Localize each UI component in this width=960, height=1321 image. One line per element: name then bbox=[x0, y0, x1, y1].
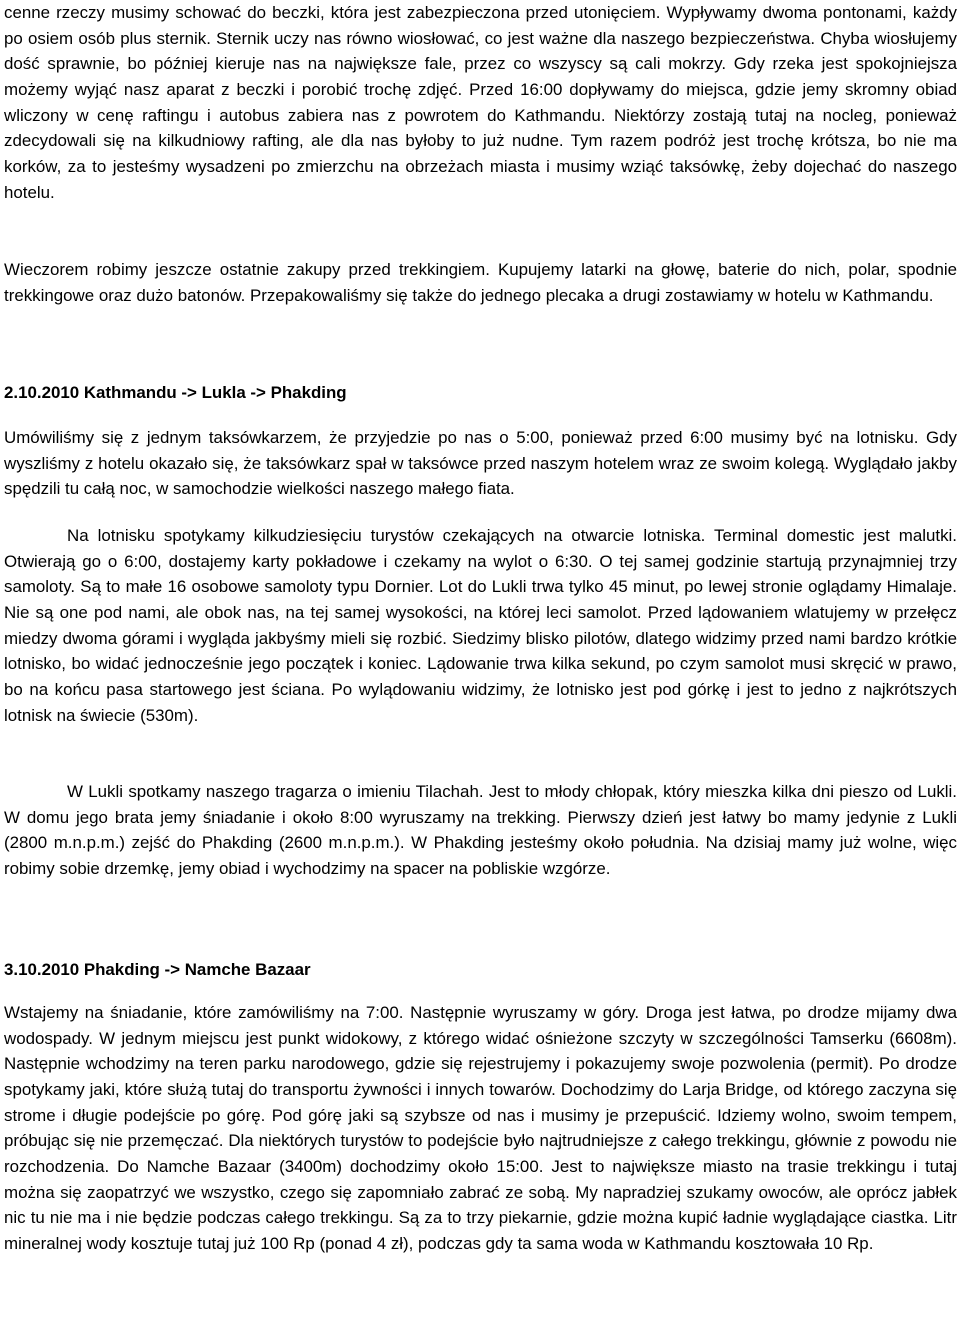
paragraph-shopping: Wieczorem robimy jeszcze ostatnie zakupy przed trekkingiem. Kupujemy latarki na głowę, baterie do nich, polar, spodnie trekkingowe oraz dużo batonów. Przepakowaliśmy się także do jednego plecaka a drugi zostawiamy w hotelu w Kathmandu. bbox=[4, 260, 957, 305]
paragraph-namche: Wstajemy na śniadanie, które zamówiliśmy na 7:00. Następnie wyruszamy w góry. Droga jest łatwa, po drodze mijamy dwa wodospady. W jednym miejscu jest punkt widokowy, z którego widać ośnieżone szczyty w szczególności Tamserku (6608m). Następnie wchodzimy na teren parku narodowego, gdzie się rejestrujemy i pokazujemy swoje pozwolenia (permit). Po drodze spotykamy jaki, które służą tutaj do transportu żywności i innych towarów. Dochodzimy do Larja Bridge, od którego zaczyna się strome i długie podejście po górę. Pod górę jaki są szybsze od nas i musimy je przepuścić. Idziemy wolno, swoim tempem, próbując się nie przemęczać. Dla niektórych turystów to podejście było najtrudniejsze z całego trekkingu, głównie z powodu nie rozchodzenia. Do Namche Bazaar (3400m) dochodzimy około 15:00. Jest to największe miasto na trasie trekkingu i tutaj można się zaopatrzyć we wszystko, czego się zapomniało zabrać ze sobą. My napradziej szukamy owoców, ale oprócz jabłek nic tu nie ma i nie będzie podczas całego trekkingu. Są za to trzy piekarnie, gdzie można kupić ładnie wyglądające ciastka. Litr mineralnej wody kosztuje tutaj już 100 Rp (ponad 4 zł), podczas gdy ta sama woda w Kathmandu kosztowała 10 Rp. bbox=[4, 1003, 957, 1253]
paragraph-rafting: cenne rzeczy musimy schować do beczki, która jest zabezpieczona przed utonięciem. Wypływamy dwoma pontonami, każdy po osiem osób plus sternik. Sternik uczy nas równo wiosłować, co jest ważne dla naszego bezpieczeństwa. Chyba wiosłujemy dość sprawnie, bo później kieruje nas na największe fale, przez co wszyscy są cali mokrzy. Gdy rzeka jest spokojniejsza możemy wyjąć nasz aparat z beczki i porobić trochę zdjęć. Przed 16:00 dopływamy do miejsca, gdzie jemy skromny obiad wliczony w cenę raftingu i autobus zabiera nas z powrotem do Kathmandu. Niektórzy zostają tutaj na nocleg, ponieważ zdecydowali się na kilkudniowy rafting, ale dla nas byłoby to już nudne. Tym razem podróż jest trochę krótsza, bo nie ma korków, za to jesteśmy wysadzeni po zmierzchu na obrzeżach miasta i musimy wziąć taksówkę, żeby dojechać do naszego hotelu. bbox=[4, 3, 957, 202]
paragraph-lukla: W Lukli spotkamy naszego tragarza o imieniu Tilachah. Jest to młody chłopak, który mieszka kilka dni pieszo od Lukli. W domu jego brata jemy śniadanie i około 8:00 wyruszamy na trekking. Pierwszy dzień jest łatwy bo mamy jedynie z Lukli (2800 m.n.p.m.) zejść do Phakding (2600 m.n.p.m.). W Phakding jesteśmy około południa. Na dzisiaj mamy już wolne, więc robimy sobie drzemkę, jemy obiad i wychodzimy na spacer na pobliskie wzgórze. bbox=[4, 782, 957, 878]
section-heading-day-2: 2.10.2010 Kathmandu -> Lukla -> Phakding bbox=[4, 383, 347, 402]
section-heading-day-3: 3.10.2010 Phakding -> Namche Bazaar bbox=[4, 960, 311, 979]
paragraph-airport: Na lotnisku spotykamy kilkudziesięciu turystów czekających na otwarcie lotniska. Terminal domestic jest malutki. Otwierają go o 6:00, dostajemy karty pokładowe i czekamy na wylot o 6:30. O tej samej godzinie startują przynajmniej trzy samoloty. Są to małe 16 osobowe samoloty typu Dornier. Lot do Lukli trwa tylko 45 minut, po lewej stronie oglądamy Himalaje. Nie są one pod nami, ale obok nas, na tej samej wysokości, na której leci samolot. Przed lądowaniem wlatujemy w przełęcz miedzy dwoma górami i wygląda jakbyśmy mieli się rozbić. Siedzimy blisko pilotów, dlatego widzimy przed nami bardzo krótkie lotnisko, bo widać jednocześnie jego początek i koniec. Lądowanie trwa kilka sekund, po czym samolot musi skręcić w prawo, bo na końcu pasa startowego jest ściana. Po wylądowaniu widzimy, że lotnisko jest pod górkę i jest to jedno z najkrótszych lotnisk na świecie (530m). bbox=[4, 526, 957, 725]
paragraph-taxi: Umówiliśmy się z jednym taksówkarzem, że przyjedzie po nas o 5:00, ponieważ przed 6:00 musimy być na lotnisku. Gdy wyszliśmy z hotelu okazało się, że taksówkarz spał w taksówce przed naszym hotelem wraz ze swoim kolegą. Wyglądało jakby spędzili tu całą noc, w samochodzie wielkości naszego małego fiata. bbox=[4, 428, 957, 499]
